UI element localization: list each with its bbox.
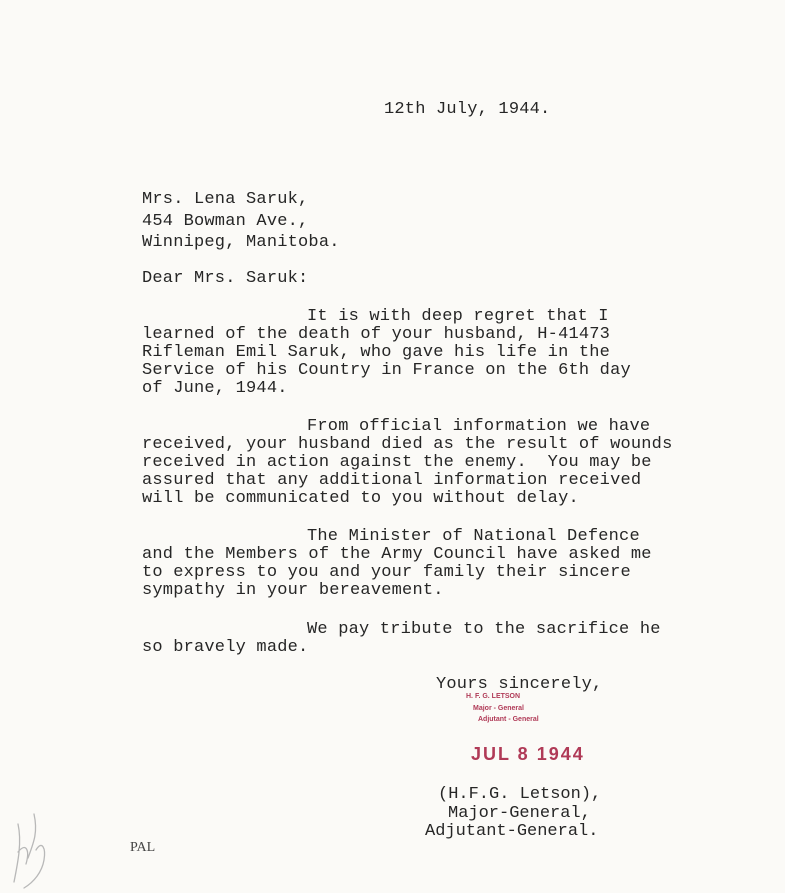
stamp-name: H. F. G. LETSON xyxy=(466,693,521,700)
paragraph1-line: Rifleman Emil Saruk, who gave his life in the xyxy=(142,343,611,362)
paragraph3-line: to express to you and your family their sincere xyxy=(142,563,631,582)
paragraph3-line: The Minister of National Defence xyxy=(307,527,640,546)
recipient-street: 454 Bowman Ave., xyxy=(142,212,309,231)
recipient-name: Mrs. Lena Saruk, xyxy=(142,190,309,209)
paragraph1-line: learned of the death of your husband, H-41473 xyxy=(142,325,611,344)
signature-title: Adjutant-General. xyxy=(425,822,599,841)
signature-rank: Major-General, xyxy=(448,804,591,823)
paragraph3-line: and the Members of the Army Council have asked me xyxy=(142,545,652,564)
typist-initials: PAL xyxy=(130,840,156,855)
salutation: Dear Mrs. Saruk: xyxy=(142,269,309,288)
paragraph2-line: received, your husband died as the result of wounds xyxy=(142,435,673,454)
paragraph2-line: assured that any additional information received xyxy=(142,471,642,490)
paragraph4-line: so bravely made. xyxy=(142,638,309,657)
stamp-date: JUL 8 1944 xyxy=(471,744,585,764)
paragraph3-line: sympathy in your bereavement. xyxy=(142,581,444,600)
paragraph1-line: Service of his Country in France on the 6th day xyxy=(142,361,631,380)
pencil-mark-icon xyxy=(4,802,64,892)
letter-date: 12th July, 1944. xyxy=(384,100,551,119)
recipient-city: Winnipeg, Manitoba. xyxy=(142,233,340,252)
paragraph4-line: We pay tribute to the sacrifice he xyxy=(307,620,661,639)
paragraph1-line: of June, 1944. xyxy=(142,379,288,398)
closing: Yours sincerely, xyxy=(436,675,603,694)
stamp-title: Adjutant - General xyxy=(478,716,539,723)
paragraph2-line: will be communicated to you without delay. xyxy=(142,489,579,508)
paragraph2-line: From official information we have xyxy=(307,417,651,436)
paragraph2-line: received in action against the enemy. You may be xyxy=(142,453,652,472)
stamp-rank: Major - General xyxy=(473,705,524,712)
signature-name: (H.F.G. Letson), xyxy=(438,785,602,804)
paragraph1-line: It is with deep regret that I xyxy=(307,307,609,326)
